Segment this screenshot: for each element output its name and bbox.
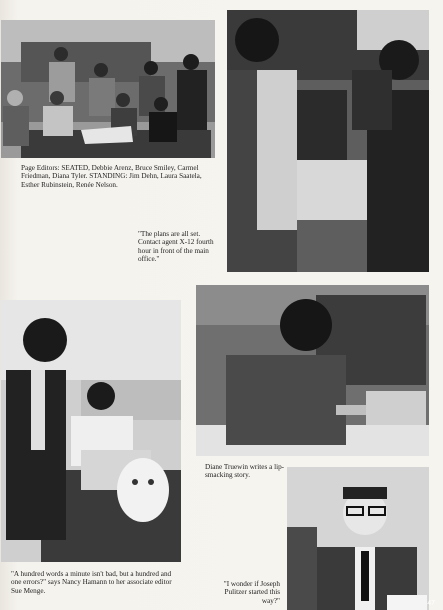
caption-diane-truewin-text: Diane Truewin writes a lip-smacking story. <box>205 463 285 480</box>
photo-nancy-hamann-sue-menge <box>1 300 181 562</box>
photo-joseph-pulitzer-student <box>287 467 429 610</box>
caption-hundred-words <box>11 570 181 595</box>
photo-diane-truewin <box>196 285 429 456</box>
page-number: 47 <box>427 600 435 607</box>
caption-page-editors-text: Page Editors: SEATED, Debbie Arenz, Bruce Smiley, Carmel Friedman, Diana Tyler. STANDING: Jim Dehn, Laura Saatela, Esther Rubinstein, Renée Nelson. <box>21 164 202 189</box>
caption-joseph-pulitzer-text: "I wonder if Joseph Pulitzer started this way?" <box>223 580 280 605</box>
caption-page-editors <box>21 164 206 189</box>
caption-plans-set-text: "The plans are all set. Contact agent X-12 fourth hour in front of the main office." <box>138 230 214 264</box>
caption-plans-set <box>138 230 216 264</box>
photo-main-office <box>227 10 429 272</box>
caption-hundred-words-text: "A hundred words a minute isn't bad, but a hundred and one errors?" says Nancy Hamann to her associate editor Sue Menge. <box>11 570 172 595</box>
caption-joseph-pulitzer <box>210 580 280 605</box>
photo-page-editors-group <box>1 20 215 158</box>
caption-diane-truewin <box>205 463 285 480</box>
